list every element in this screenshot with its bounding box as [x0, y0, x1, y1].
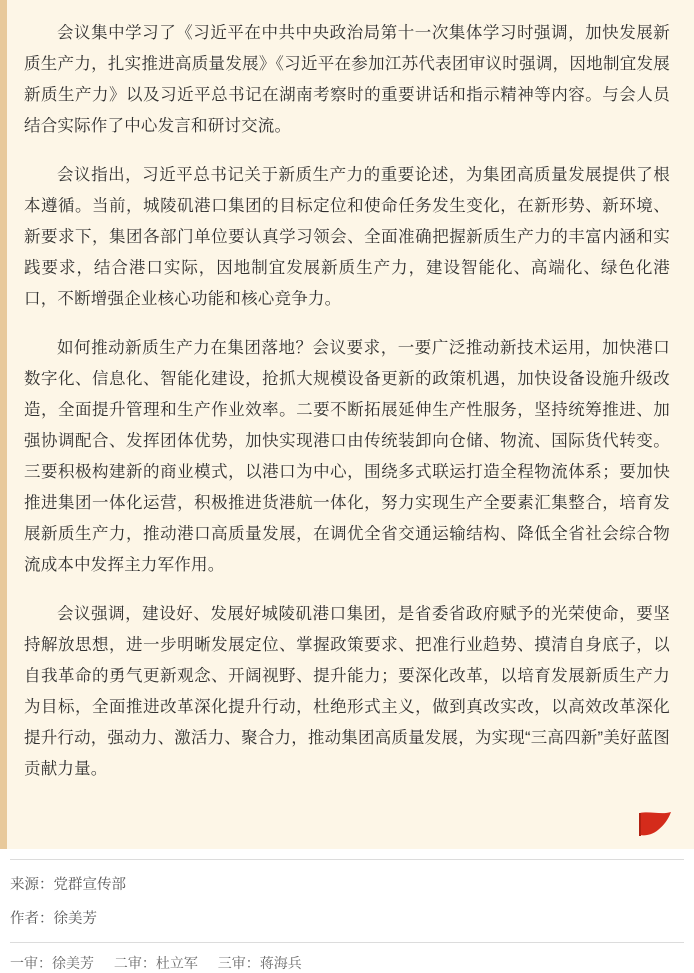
- article-paragraph: 会议集中学习了《习近平在中共中央政治局第十一次集体学习时强调，加快发展新质生产力，扎实推进高质量发展》《习近平在参加江苏代表团审议时强调，因地制宜发展新质生产力》以及习近平总书记在湖南考察时的重要讲话和指示精神等内容。与会人员结合实际作了中心发言和研讨交流。: [24, 24, 670, 135]
- footer-divider: [10, 859, 684, 860]
- review-third: 三审：蒋海兵: [217, 955, 302, 971]
- source-line: [10, 874, 684, 896]
- author-label: 作者：: [10, 911, 54, 927]
- article-footer: [0, 859, 694, 973]
- article-paragraph: 会议强调，建设好、发展好城陵矶港口集团，是省委省政府赋予的光荣使命，要坚持解放思想，进一步明晰发展定位、掌握政策要求、把准行业趋势、摸清自身底子，以自我革命的勇气更新观念、开阔视野、提升能力；要深化改革，以培育发展新质生产力为目标，全面推进改革深化提升行动，杜绝形式主义，做到真改实改，以高效改革深化提升行动，强动力、激活力、聚合力，推动集团高质量发展，为实现“三高四新”美好蓝图贡献力量。: [24, 605, 670, 778]
- article-paragraph: 会议指出，习近平总书记关于新质生产力的重要论述，为集团高质量发展提供了根本遵循。当前，城陵矶港口集团的目标定位和使命任务发生变化，在新形势、新环境、新要求下，集团各部门单位要认真学习领会、全面准确把握新质生产力的丰富内涵和实践要求，结合港口实际，因地制宜发展新质生产力，建设智能化、高端化、绿色化港口，不断增强企业核心功能和核心竞争力。: [24, 166, 670, 308]
- left-accent-rule: [0, 0, 7, 849]
- author-line: [10, 908, 684, 930]
- author-value: 徐美芳: [53, 911, 97, 927]
- source-label: 来源：: [10, 877, 54, 893]
- review-line: [10, 942, 684, 973]
- red-flag-icon: [638, 811, 672, 837]
- article-paragraph: 如何推动新质生产力在集团落地？会议要求，一要广泛推动新技术运用，加快港口数字化、信息化、智能化建设，抢抓大规模设备更新的政策机遇，加快设备设施升级改造，全面提升管理和生产作业效率。二要不断拓展延伸生产性服务，坚持统筹推进、加强协调配合、发挥团体优势，加快实现港口由传统装卸向仓储、物流、国际货代转变。三要积极构建新的商业模式，以港口为中心，围绕多式联运打造全程物流体系；要加快推进集团一体化运营，积极推进货港航一体化，努力实现生产全要素汇集整合，培育发展新质生产力，推动港口高质量发展，在调优全省交通运输结构、降低全省社会综合物流成本中发挥主力军作用。: [24, 339, 670, 574]
- source-value: 党群宣传部: [53, 877, 126, 893]
- review-first: 一审：徐美芳: [10, 955, 94, 971]
- review-second: 二审：杜立军: [113, 955, 198, 971]
